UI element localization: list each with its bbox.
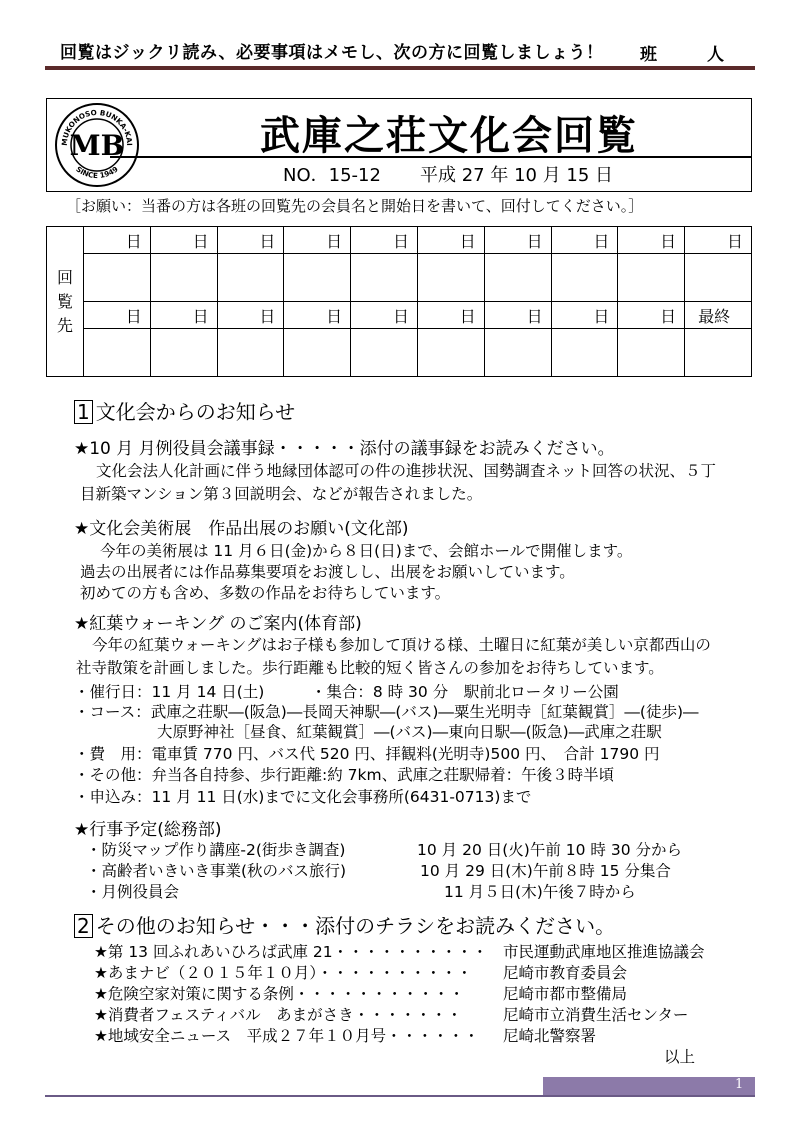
flyer-name: ★危険空家対策に関する条例・・・・・・・・・・・	[94, 985, 465, 1003]
section-2-number: 2	[74, 914, 93, 938]
issue-date: 平成 27 年 10 月 15 日	[420, 165, 614, 186]
name-cell[interactable]	[150, 254, 217, 302]
name-cell[interactable]	[150, 329, 217, 377]
group-label: 班	[640, 45, 657, 65]
flyer-org: 尼崎北警察署	[503, 1027, 597, 1045]
item-heading: ★行事予定(総務部)	[74, 820, 222, 840]
name-cell[interactable]	[484, 329, 551, 377]
name-cell[interactable]	[484, 254, 551, 302]
name-cell[interactable]	[618, 329, 685, 377]
final-cell: 最終	[685, 302, 752, 329]
schedule-event: ・高齢者いきいき事業(秋のバス旅行)	[86, 862, 347, 880]
footer-rule	[45, 1095, 755, 1097]
day-cell: 日	[484, 227, 551, 254]
body-line: 文化会法人化計画に伴う地縁団体認可の件の進捗状況、国勢調査ネット回答の状況、５丁	[96, 462, 717, 480]
flyer-org: 尼崎市教育委員会	[503, 964, 628, 982]
day-cell: 日	[685, 227, 752, 254]
section-1-number: 1	[74, 400, 93, 424]
flyer-name: ★消費者フェスティバル あまがさき・・・・・・・	[94, 1006, 463, 1024]
body-line: 今年の美術展は 11 月６日(金)から８日(日)まで、会館ホールで開催します。	[100, 542, 633, 560]
name-cell[interactable]	[417, 254, 484, 302]
name-cell[interactable]	[417, 329, 484, 377]
section-2-heading	[74, 910, 615, 939]
flyer-org: 尼崎市都市整備局	[503, 985, 628, 1003]
item-heading: ★10 月 月例役員会議事録・・・・・添付の議事録をお読みください。	[74, 439, 615, 459]
name-cell[interactable]	[217, 254, 284, 302]
footer-bar	[543, 1077, 755, 1095]
name-cell[interactable]	[551, 254, 618, 302]
schedule-event: ・防災マップ作り講座-2(街歩き調査)	[86, 841, 346, 859]
flyer-org: 尼崎市立消費生活センター	[503, 1006, 689, 1024]
mb-logo	[54, 102, 140, 188]
closing-remark: 以上	[664, 1048, 696, 1066]
circulation-table	[46, 226, 752, 377]
day-cell: 日	[551, 302, 618, 329]
schedule-time: 10 月 29 日(木)午前８時 15 分集合	[420, 862, 671, 880]
section-1-title: 文化会からのお知らせ	[95, 400, 296, 424]
header-rule	[45, 66, 755, 70]
name-cell[interactable]	[351, 254, 418, 302]
day-cell: 日	[84, 227, 151, 254]
flyer-name: ★第 13 回ふれあいひろば武庫 21・・・・・・・・・・	[94, 943, 488, 961]
day-cell: 日	[217, 302, 284, 329]
circulation-instruction: 回覧はジックリ読み、必要事項はメモし、次の方に回覧しましょう！	[60, 43, 604, 63]
body-line: 初めての方も含め、多数の作品をお待ちしています。	[80, 584, 451, 602]
item-heading: ★紅葉ウォーキング のご案内(体育部)	[74, 614, 362, 634]
day-cell: 日	[150, 302, 217, 329]
flyer-name: ★あまナビ（２０１５年１０月）・・・・・・・・・・	[94, 964, 473, 982]
person-label: 人	[707, 45, 724, 65]
circulation-label: 回覧先	[47, 227, 84, 377]
section-2-title: その他のお知らせ・・・添付のチラシをお読みください。	[95, 914, 616, 938]
schedule-event: ・月例役員会	[86, 883, 180, 901]
schedule-time: 10 月 20 日(火)午前 10 時 30 分から	[417, 841, 682, 859]
day-cell: 日	[217, 227, 284, 254]
issue-number: NO．15-12	[283, 165, 381, 186]
svg-text:SINCE 1949	[74, 164, 119, 180]
logo-letters: MB	[69, 129, 125, 162]
logo-ring-bottom: SINCE 1949	[74, 164, 120, 181]
day-cell: 日	[551, 227, 618, 254]
detail-line: ・コース：武庫之荘駅―(阪急)―長岡天神駅―(バス)―粟生光明寺［紅葉観賞］―(徒歩)―	[74, 703, 699, 721]
name-cell[interactable]	[217, 329, 284, 377]
flyer-org: 市民運動武庫地区推進協議会	[503, 943, 705, 961]
detail-line: ・催行日：11 月 14 日(土) ・集合：8 時 30 分 駅前北ロータリー公園	[74, 683, 619, 701]
body-line: 今年の紅葉ウォーキングはお子様も参加して頂ける様、土曜日に紅葉が美しい京都西山の	[92, 636, 711, 654]
day-cell: 日	[351, 302, 418, 329]
page-number: 1	[735, 1077, 744, 1092]
detail-line: ・費 用：電車賃 770 円、バス代 520 円、拝観料(光明寺)500 円、 合計 1790 円	[74, 745, 660, 763]
schedule-time: 11 月５日(木)午後７時から	[444, 883, 636, 901]
day-cell: 日	[417, 227, 484, 254]
detail-line: ・申込み：11 月 11 日(水)までに文化会事務所(6431-0713)まで	[74, 788, 532, 806]
body-line: 目新築マンション第３回説明会、などが報告されました。	[80, 485, 483, 503]
day-cell: 日	[351, 227, 418, 254]
item-heading: ★文化会美術展 作品出展のお願い(文化部)	[74, 519, 409, 539]
body-line: 過去の出展者には作品募集要項をお渡しし、出展をお願いしています。	[80, 563, 575, 581]
name-cell[interactable]	[284, 254, 351, 302]
day-cell: 日	[618, 302, 685, 329]
day-cell: 日	[284, 302, 351, 329]
day-cell: 日	[417, 302, 484, 329]
name-cell[interactable]	[685, 329, 752, 377]
name-cell[interactable]	[84, 254, 151, 302]
name-cell[interactable]	[84, 329, 151, 377]
name-cell[interactable]	[284, 329, 351, 377]
name-cell[interactable]	[618, 254, 685, 302]
logo-ring-top: MUKONOSO BUNKA-KAI	[59, 107, 135, 147]
day-cell: 日	[618, 227, 685, 254]
body-line: 社寺散策を計画しました。歩行距離も比較的短く皆さんの参加をお待ちしています。	[76, 659, 664, 677]
request-note: ［お願い：当番の方は各班の回覧先の会員名と開始日を書いて、回付してください。］	[66, 197, 644, 215]
page-title: 武庫之荘文化会回覧	[260, 112, 638, 159]
flyer-name: ★地域安全ニュース 平成２７年１０月号・・・・・・	[94, 1027, 480, 1045]
detail-line: ・その他：弁当各自持参、歩行距離:約 7km、武庫之荘駅帰着：午後３時半頃	[74, 766, 615, 784]
name-cell[interactable]	[351, 329, 418, 377]
day-cell: 日	[150, 227, 217, 254]
detail-line: 大原野神社［昼食、紅葉観賞］―(バス)―東向日駅―(阪急)―武庫之荘駅	[157, 723, 662, 741]
day-cell: 日	[84, 302, 151, 329]
section-1-heading	[74, 396, 295, 425]
day-cell: 日	[484, 302, 551, 329]
name-cell[interactable]	[551, 329, 618, 377]
name-cell[interactable]	[685, 254, 752, 302]
day-cell: 日	[284, 227, 351, 254]
